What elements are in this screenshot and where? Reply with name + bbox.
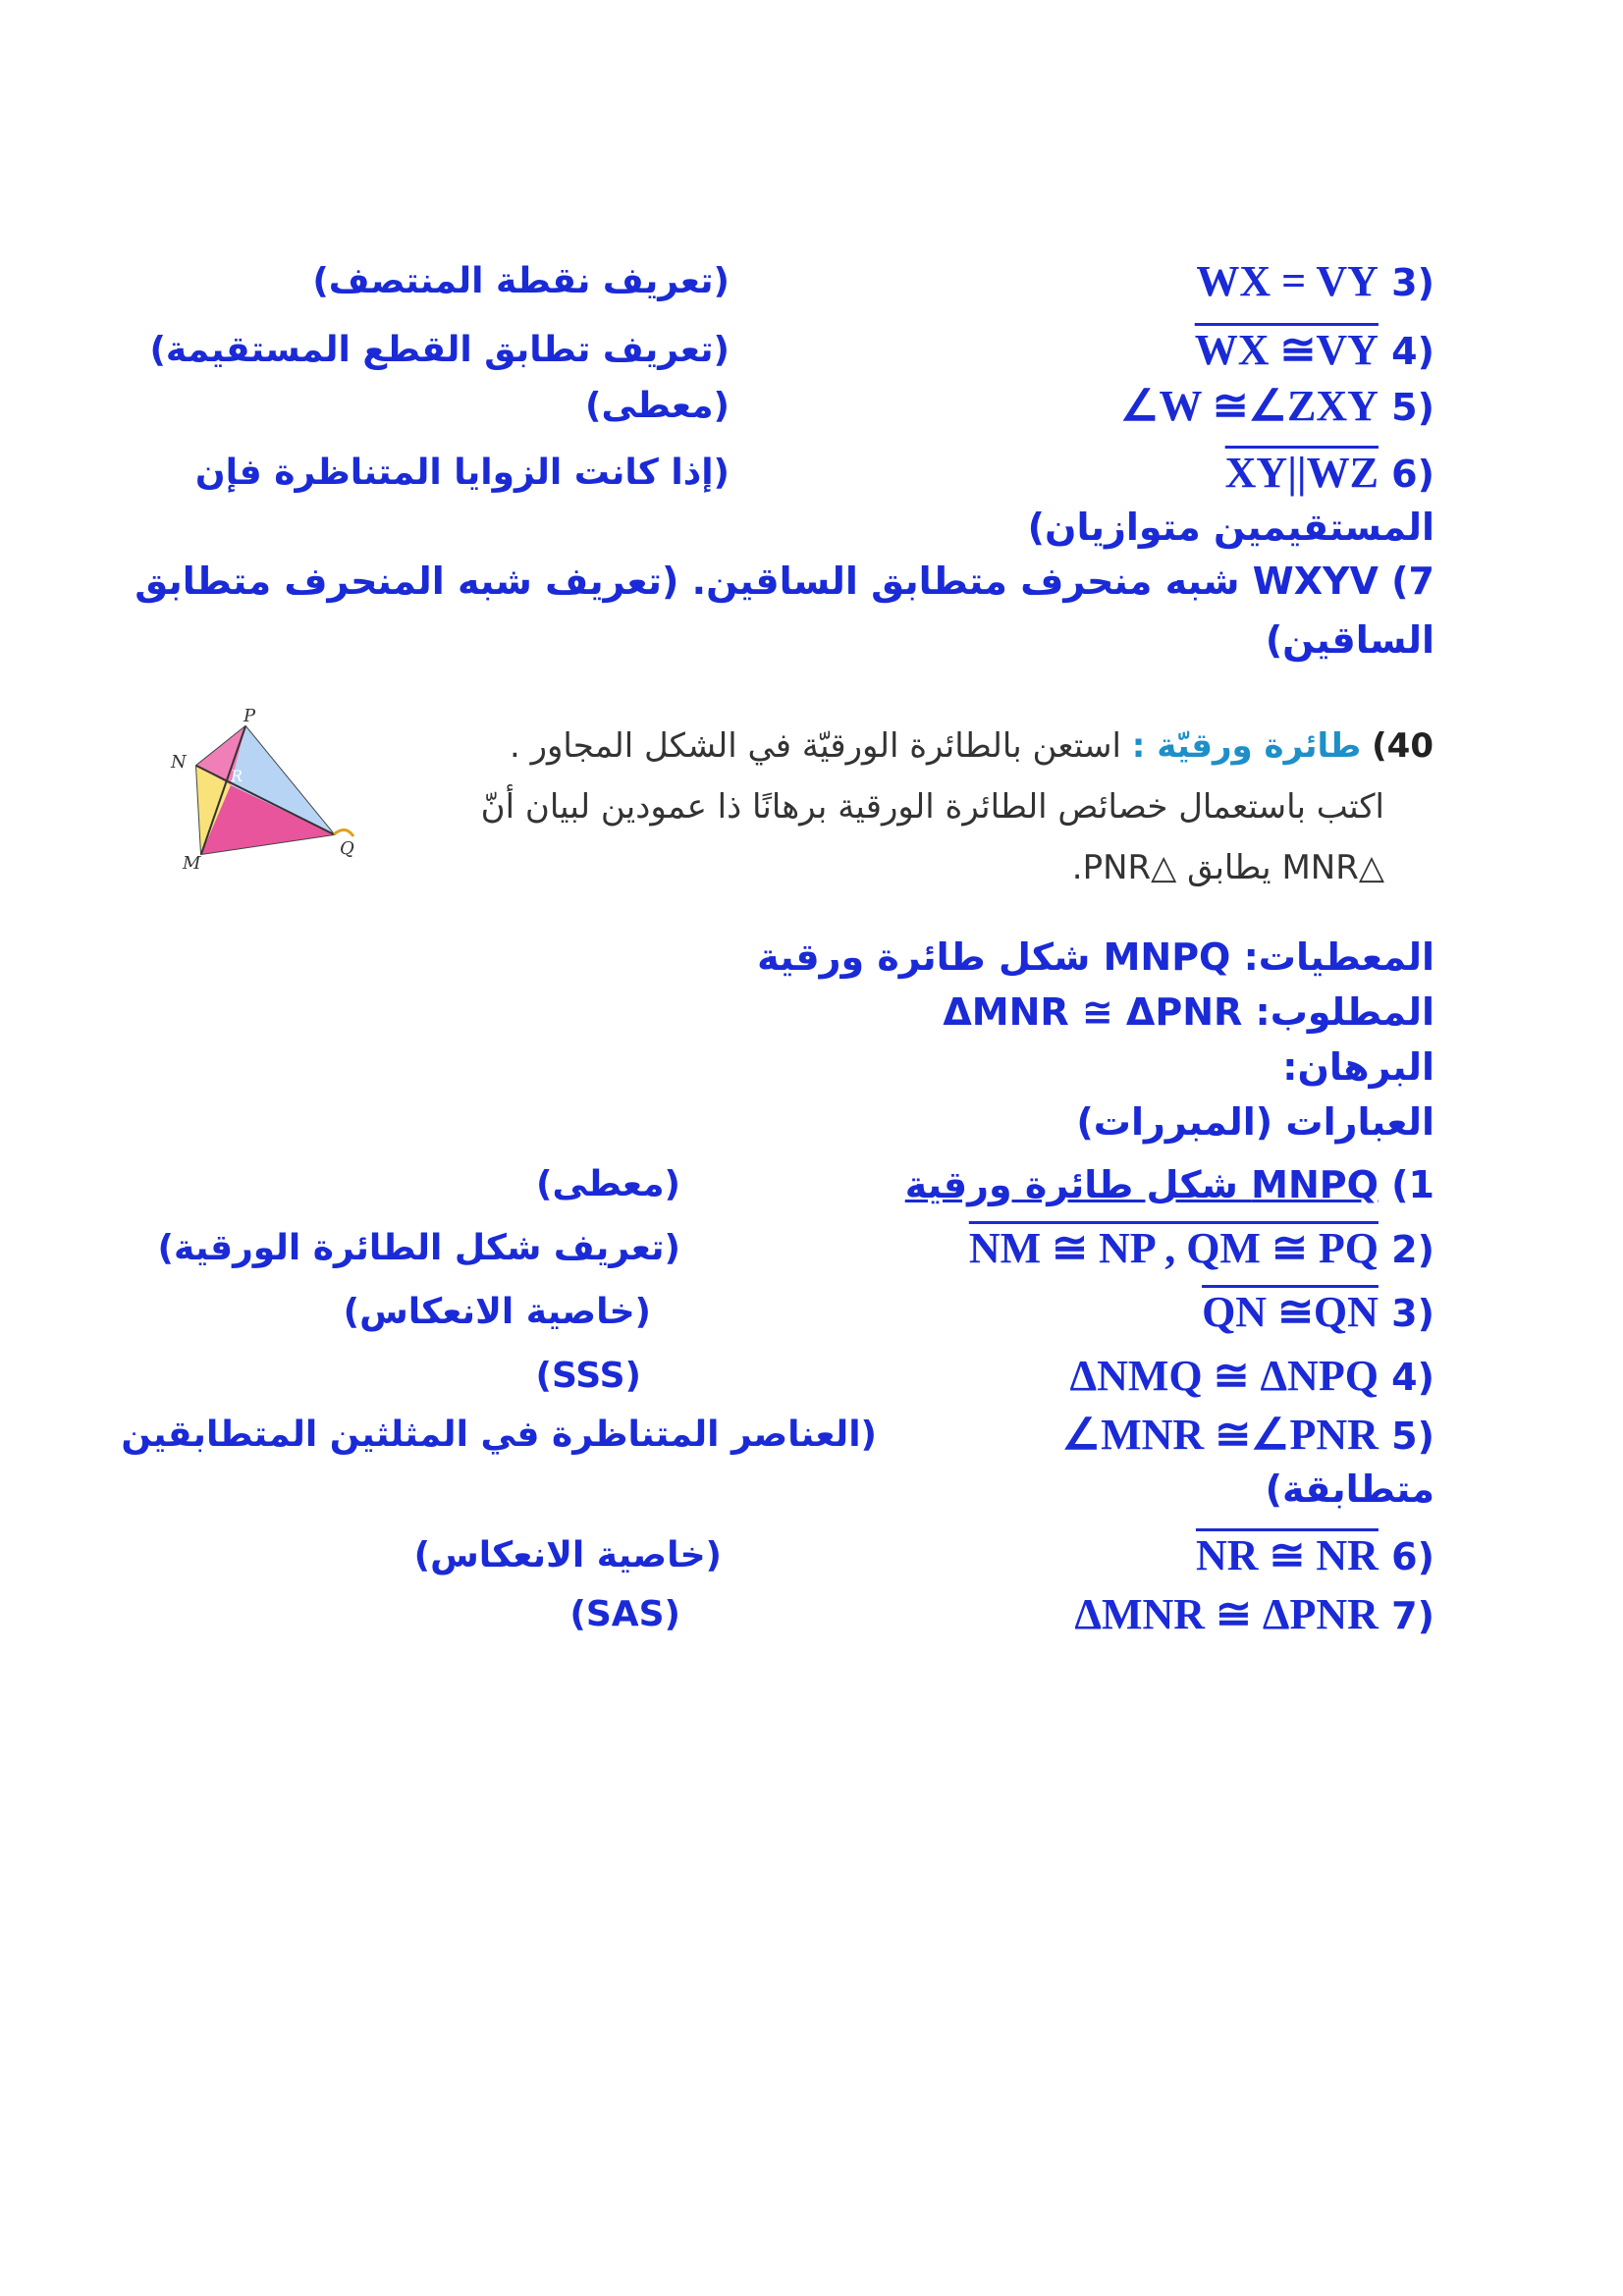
proof-step-6: [1225, 447, 1434, 501]
proof2-step-2: [969, 1222, 1434, 1276]
proof-step-5: [1120, 380, 1434, 434]
reason2-2: (تعريف شكل الطائرة الورقية): [157, 1228, 680, 1268]
problem-line-2: اكتب باستعمال خصائص الطائرة الورقية برهانًا ذا عمودين لبيان أنّ: [480, 787, 1384, 827]
label-n: N: [171, 752, 187, 773]
reason2-6: (خاصية الانعكاس): [413, 1535, 722, 1575]
step-number: (5: [1391, 1415, 1434, 1458]
proof-step-4: [1195, 324, 1434, 378]
label-q: Q: [340, 838, 354, 859]
reason-6: (إذا كانت الزوايا المتناظرة فإن: [194, 453, 730, 493]
step-number: (2: [1391, 1228, 1434, 1271]
given: المعطيات: MNPQ شكل طائرة ورقية: [757, 935, 1434, 979]
proof2-step-4: [1069, 1350, 1434, 1404]
columns-label: العبارات (المبررات): [1076, 1100, 1434, 1144]
reason-5: (معطى): [584, 386, 730, 426]
proof-label: البرهان:: [1282, 1045, 1434, 1089]
problem-text: استعن بالطائرة الورقيّة في الشكل المجاور .: [509, 726, 1121, 766]
problem-heading: طائرة ورقيّة :: [1131, 726, 1362, 766]
statement: MNPQ شكل طائرة ورقية: [904, 1163, 1379, 1206]
step-number: (7: [1391, 1594, 1434, 1637]
statement: ΔMNR ≅ ΔPNR: [1074, 1590, 1379, 1638]
reason-3: (تعريف نقطة المنتصف): [312, 261, 730, 301]
proof-step-7-continued: الساقين): [1265, 618, 1434, 662]
proof2-step-5: [1062, 1409, 1434, 1463]
label-p: P: [243, 707, 256, 726]
problem-line-3: △MNR يطابق △PNR.: [1071, 848, 1384, 887]
statement: NR ≅ NR: [1195, 1531, 1379, 1579]
label-m: M: [183, 853, 201, 874]
reason-4: (تعريف تطابق القطع المستقيمة): [149, 330, 730, 370]
proof2-step-1: [905, 1158, 1434, 1211]
statement: QN ≅QN: [1202, 1288, 1379, 1336]
reason2-5-continued: متطابقة): [1265, 1468, 1434, 1511]
proof-step-3: [1196, 255, 1434, 309]
problem-number: 40): [1372, 726, 1434, 766]
step-number: (5: [1391, 386, 1434, 429]
statement: XY||WZ: [1224, 449, 1379, 497]
proof2-step-3: [1202, 1286, 1434, 1340]
kite-figure: [157, 707, 393, 883]
label-r: R: [231, 767, 243, 785]
proof2-step-7: [1074, 1588, 1434, 1642]
step-number: 1): [1391, 1163, 1434, 1206]
step-number: (6: [1391, 453, 1434, 496]
reason2-3: (خاصية الانعكاس): [343, 1292, 651, 1332]
statement: ∠MNR ≅∠PNR: [1061, 1411, 1379, 1459]
step-number: (3: [1391, 261, 1434, 304]
reason2-4: (SSS): [535, 1356, 641, 1396]
statement: WX = VY: [1196, 257, 1379, 305]
proof2-step-6: [1196, 1529, 1434, 1583]
step-number: (4: [1391, 1356, 1434, 1399]
step-number: (4: [1391, 330, 1434, 373]
statement: WX ≅VY: [1194, 326, 1379, 374]
reason2-7: (SAS): [569, 1594, 680, 1634]
statement: ΔNMQ ≅ ΔNPQ: [1069, 1352, 1379, 1400]
reason2-5: (العناصر المتناظرة في المثلثين المتطابقين: [121, 1415, 877, 1455]
statement: NM ≅ NP , QM ≅ PQ: [968, 1224, 1379, 1272]
step-number: (6: [1391, 1535, 1434, 1578]
problem-40: [157, 707, 1434, 923]
statement: ∠W ≅∠ZXY: [1120, 382, 1379, 430]
problem-line-1: [510, 726, 1434, 766]
reason2-1: (معطى): [535, 1164, 680, 1204]
step-number: (3: [1391, 1292, 1434, 1335]
reason-6-continued: المستقيمين متوازيان): [1027, 506, 1434, 549]
prove: المطلوب: ΔMNR ≅ ΔPNR: [943, 990, 1434, 1034]
proof-step-7: 7) WXYV شبه منحرف متطابق الساقين. (تعريف شبه المنحرف متطابق: [135, 560, 1434, 603]
